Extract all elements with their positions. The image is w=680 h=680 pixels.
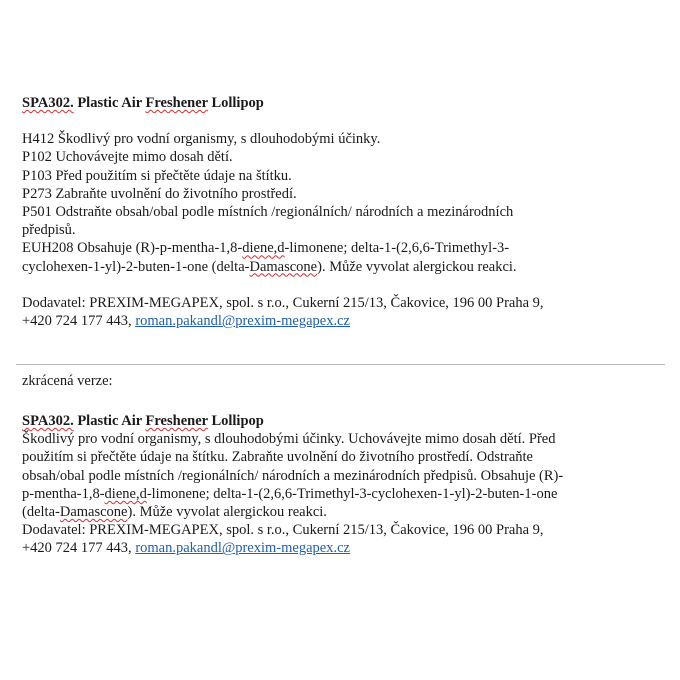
title-part-3: Lollipop xyxy=(207,95,264,111)
short-product-code: SPA302. xyxy=(22,413,74,429)
short-spellcheck-word: diene,d xyxy=(104,485,147,502)
paragraph-gap xyxy=(22,276,662,294)
precaution-p501-line1: P501 Odstraňte obsah/obal podle místních /regionálních/ národních a mezinárodních xyxy=(22,204,514,221)
product-code: SPA302. xyxy=(22,95,74,111)
title-part-1: Plastic Air xyxy=(77,95,146,111)
precaution-p102: P102 Uchovávejte mimo dosah dětí. xyxy=(22,149,233,166)
euh208-line2 xyxy=(22,258,662,276)
short-supplier-contact xyxy=(22,539,662,557)
short-text: ). Může vyvolat alergickou reakci. xyxy=(127,504,327,521)
short-version-label: zkrácená verze: xyxy=(22,373,113,389)
short-text-line2: použitím si přečtěte údaje na štítku. Zabraňte uvolnění do životního prostředí. Odstraňte xyxy=(22,449,533,466)
short-version-heading-block xyxy=(22,372,662,390)
euh208-spellcheck-word: diene,d xyxy=(242,240,285,257)
supplier-email-link[interactable]: roman.pakandl@prexim-megapex.cz xyxy=(135,313,350,330)
short-text-line3: obsah/obal podle místních /regionálních/ národních a mezinárodních předpisů. Obsahuje (R)- xyxy=(22,467,564,484)
euh208-text: EUH208 Obsahuje (R)-p-mentha-1,8- xyxy=(22,240,243,257)
precaution-p273: P273 Zabraňte uvolnění do životního prostředí. xyxy=(22,185,297,202)
supplier-address: Dodavatel: PREXIM-MEGAPEX, spol. s r.o., Cukerní 215/13, Čakovice, 196 00 Praha 9, xyxy=(22,294,544,311)
hazard-h412: H412 Škodlivý pro vodní organismy, s dlouhodobými účinky. xyxy=(22,131,381,148)
short-title-part-1: Plastic Air xyxy=(77,413,146,429)
product-title xyxy=(22,94,662,112)
short-text: (delta- xyxy=(22,504,60,521)
short-supplier-address: Dodavatel: PREXIM-MEGAPEX, spol. s r.o., Cukerní 215/13, Čakovice, 196 00 Praha 9, xyxy=(22,522,544,539)
paragraph-gap xyxy=(22,112,662,130)
precaution-p103: P103 Před použitím si přečtěte údaje na štítku. xyxy=(22,167,292,184)
short-text: -limonene; delta-1-(2,6,6-Trimethyl-3-cyclohexen-1-yl)-2-buten-1-one xyxy=(146,485,558,502)
precaution-p501-line2: předpisů. xyxy=(22,222,76,239)
euh208-text: cyclohexen-1-yl)-2-buten-1-one (delta- xyxy=(22,258,250,275)
short-product-title xyxy=(22,412,662,430)
short-spellcheck-word: Damascone xyxy=(59,504,128,521)
short-text: p-mentha-1,8- xyxy=(22,485,105,502)
full-label-section xyxy=(22,94,662,330)
section-divider xyxy=(16,364,665,365)
euh208-text: ). Může vyvolat alergickou reakci. xyxy=(317,258,517,275)
short-text-line4 xyxy=(22,485,662,503)
supplier-phone: +420 724 177 443, xyxy=(22,313,136,330)
short-title-part-3: Lollipop xyxy=(207,413,264,429)
supplier-contact xyxy=(22,312,662,330)
euh208-text: -limonene; delta-1-(2,6,6-Trimethyl-3- xyxy=(284,240,510,257)
short-title-part-2: Freshener xyxy=(145,413,208,429)
short-text-line5 xyxy=(22,503,662,521)
short-label-section xyxy=(22,412,662,558)
title-part-2: Freshener xyxy=(145,95,208,111)
euh208-line1 xyxy=(22,239,662,257)
short-text-line1: Škodlivý pro vodní organismy, s dlouhodobými účinky. Uchovávejte mimo dosah dětí. Před xyxy=(22,431,556,448)
short-supplier-phone: +420 724 177 443, xyxy=(22,540,136,557)
euh208-spellcheck-word: Damascone xyxy=(249,258,318,275)
short-supplier-email-link[interactable]: roman.pakandl@prexim-megapex.cz xyxy=(135,540,350,557)
